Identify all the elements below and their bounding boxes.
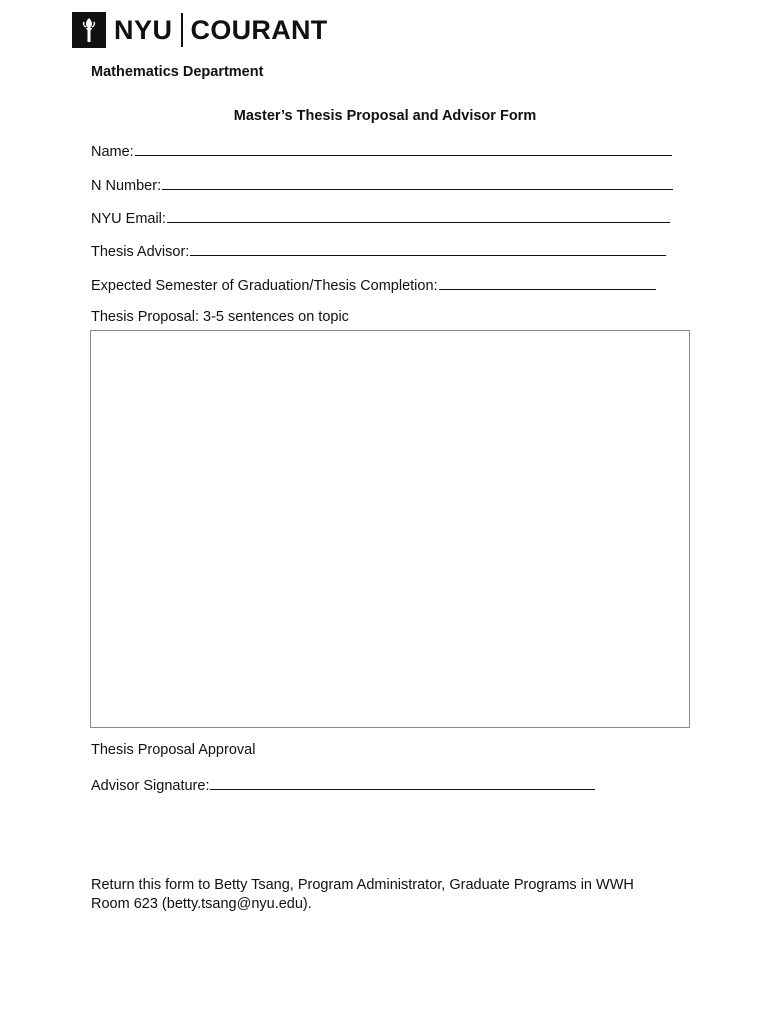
advisor-field[interactable]: [91, 242, 666, 260]
graduation-label: Expected Semester of Graduation/Thesis Completion:: [91, 278, 438, 294]
return-instructions-line-1: Return this form to Betty Tsang, Program Administrator, Graduate Programs in WWH: [91, 877, 634, 893]
logo-divider: [181, 13, 183, 47]
department-heading: Mathematics Department: [91, 64, 264, 80]
n-number-label: N Number:: [91, 178, 162, 194]
name-blank[interactable]: [135, 142, 672, 156]
proposal-textbox[interactable]: [90, 330, 690, 728]
name-field[interactable]: [91, 142, 672, 160]
graduation-blank[interactable]: [439, 276, 656, 290]
email-field[interactable]: [91, 209, 670, 227]
advisor-blank[interactable]: [190, 242, 666, 256]
graduation-field[interactable]: [91, 276, 656, 294]
advisor-label: Thesis Advisor:: [91, 244, 190, 260]
logo-nyu-text: NYU: [114, 15, 173, 45]
n-number-field[interactable]: [91, 176, 673, 194]
approval-heading: Thesis Proposal Approval: [91, 742, 256, 758]
proposal-label: Thesis Proposal: 3-5 sentences on topic: [91, 309, 349, 325]
torch-icon: [72, 12, 106, 48]
email-blank[interactable]: [167, 209, 670, 223]
return-instructions-line-2: Room 623 (betty.tsang@nyu.edu).: [91, 896, 312, 912]
return-instructions: [91, 876, 691, 914]
logo-courant-text: COURANT: [190, 15, 328, 45]
signature-label: Advisor Signature:: [91, 778, 210, 794]
name-label: Name:: [91, 144, 134, 160]
form-title: Master’s Thesis Proposal and Advisor Form: [233, 108, 537, 124]
n-number-blank[interactable]: [162, 176, 673, 190]
signature-blank[interactable]: [210, 776, 595, 790]
nyu-courant-logo: [72, 12, 328, 48]
signature-field[interactable]: [91, 776, 595, 794]
email-label: NYU Email:: [91, 211, 166, 227]
